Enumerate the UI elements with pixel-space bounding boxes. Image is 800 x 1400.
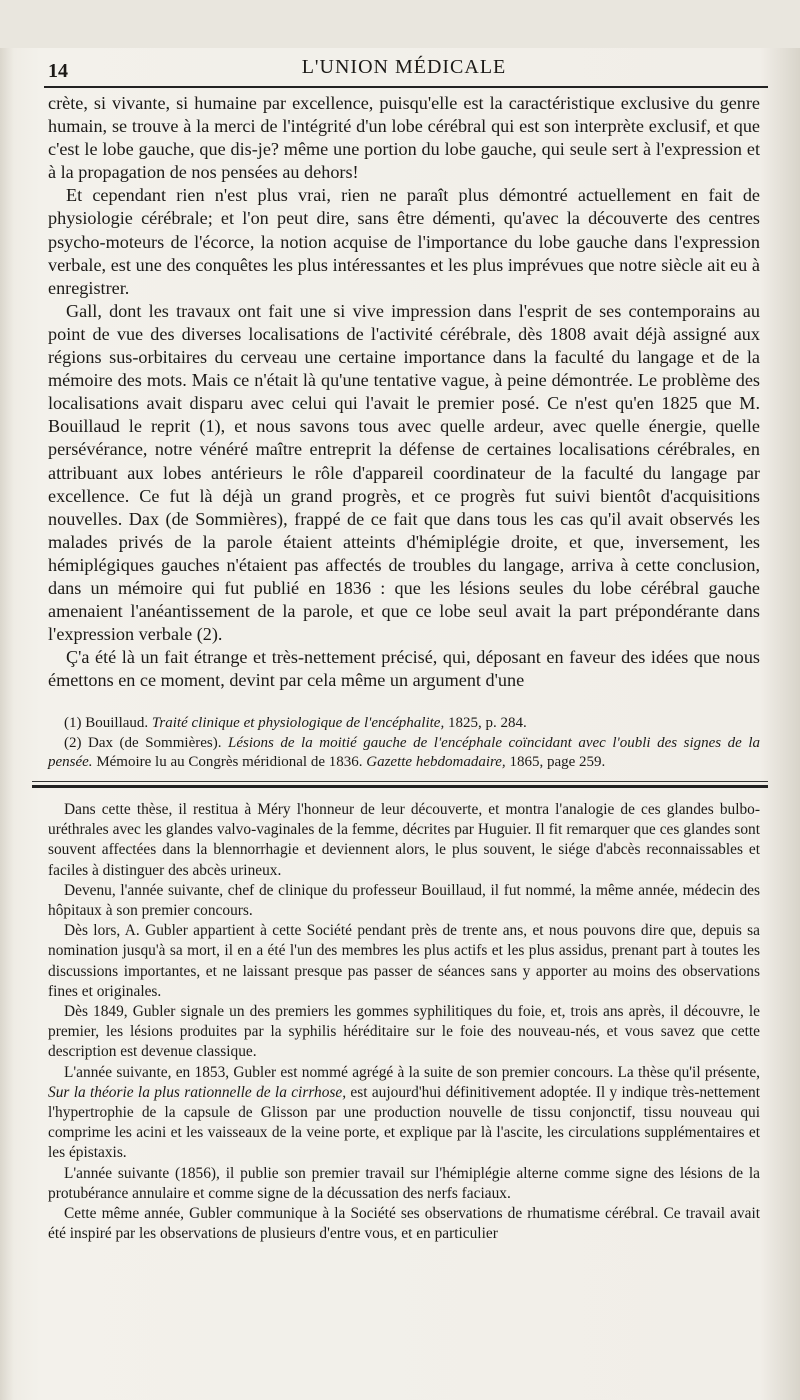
footnote-marker: (1) Bouillaud.: [64, 715, 152, 732]
article-paragraph: Et cependant rien n'est plus vrai, rien ne paraît plus démontré actuellement en fait de physiologie cérébrale; et l'on peut dire, sans être démenti, qu'avec la découverte des centres psycho-moteurs de l'écorce, la notion acquise de l'importance du lobe gauche dans l'expression verbale, est une des conquêtes les plus intéressantes et les plus imprévues que notre siècle ait eu à enregistrer.: [48, 185, 760, 298]
header-rule: [44, 86, 768, 88]
newspaper-page: [0, 48, 800, 1400]
paragraph-text: L'année suivante, en 1853, Gubler est nommé agrégé à la suite de son premier concours. La thèse qu'il présente,: [64, 1063, 760, 1081]
page-number: 14: [48, 60, 68, 82]
main-article: [48, 92, 760, 692]
feuilleton-paragraph: Cette même année, Gubler communique à la Société ses observations de rhumatisme cérébral. Ce travail avait été inspiré par les observations de plusieurs d'entre vous, et en particulier: [48, 1205, 760, 1243]
feuilleton-paragraph: Dans cette thèse, il restitua à Méry l'honneur de leur découverte, et montra l'analogie de ces glandes bulbo-uréthrales avec les glandes valvo-vaginales de la femme, décrites par Huguier. Il fit remarquer que ces glandes sont souvent affectées dans la blennorrhagie et deviennent alors, le plus souvent, le siége d'abcès reconnaissables et faciles à distinguer des abcès urineux.: [48, 800, 760, 879]
footnote-tail: 1865, page 259.: [505, 754, 606, 771]
feuilleton-divider: [32, 781, 768, 788]
page-header: [48, 48, 760, 92]
paragraph-text: est aujourd'hui définitivement adoptée. Il y indique très-nettement l'hypertrophie de la capsule de Glisson par une production nouvelle de tissu conjonctif, tissu nouveau qui comprime les acini et les vaisseaux de la veine porte, et explique par là l'ascite, les circulations supplémentaires et les épistaxis.: [48, 1083, 760, 1162]
thesis-title: Sur la théorie la plus rationnelle de la cirrhose,: [48, 1083, 347, 1101]
footnote-marker: (2) Dax (de Sommières).: [64, 734, 228, 751]
footnote-rest: 1825, p. 284.: [444, 715, 527, 732]
feuilleton-section: [48, 800, 760, 1244]
feuilleton-paragraph: Dès 1849, Gubler signale un des premiers les gommes syphilitiques du foie, et, trois ans après, il découvre, le premier, les lésions produites par la syphilis héréditaire sur le foie des nouveau-nés, et vous savez que cette description est devenue classique.: [48, 1002, 760, 1061]
footnote-rest: Mémoire lu au Congrès méridional de 1836.: [92, 754, 367, 771]
running-title: L'UNION MÉDICALE: [301, 56, 507, 78]
footnote-journal: Gazette hebdomadaire,: [366, 754, 506, 771]
article-paragraph: crète, si vivante, si humaine par excellence, puisqu'elle est la caractéristique exclusive du genre humain, se trouve à la merci de l'intégrité d'un lobe cérébral qui est son interprète exclusif, et que c'est le lobe gauche, que dis-je? même une portion du lobe gauche, qui seule sert à l'expression et à la propagation de nos pensées au dehors!: [48, 93, 760, 183]
footnote-1: [48, 714, 760, 734]
article-paragraph: Ç'a été là un fait étrange et très-nettement précisé, qui, déposant en faveur des idées que nous émettons en ce moment, devint par cela même un argument d'une: [48, 647, 760, 691]
footnotes: [48, 714, 760, 773]
feuilleton-paragraph: Devenu, l'année suivante, chef de clinique du professeur Bouillaud, il fut nommé, la même année, médecin des hôpitaux à son premier concours.: [48, 881, 760, 919]
feuilleton-paragraph: Dès lors, A. Gubler appartient à cette Société pendant près de trente ans, et nous pouvons dire que, depuis sa nomination jusqu'à sa mort, il en a été l'un des membres les plus actifs et les plus assidus, prenant part à toutes les discussions importantes, et ne laissant presque pas passer de séances sans y apporter au moins des observations fines et originales.: [48, 922, 760, 1000]
footnote-title: Traité clinique et physiologique de l'encéphalite,: [151, 715, 445, 732]
footnote-title: Lésions de la moitié gauche de l'encéphale coïncidant avec l'oubli des signes de la pensée.: [48, 734, 760, 771]
feuilleton-paragraph: [48, 1063, 760, 1164]
article-paragraph: Gall, dont les travaux ont fait une si vive impression dans l'esprit de ses contemporains au point de vue des diverses localisations de l'activité cérébrale, dès 1808 avait déjà assigné aux régions sus-orbitaires du cerveau une certaine importance dans la faculté du langage et de la mémoire des mots. Mais ce n'était là qu'une tentative vague, à peine démontrée. Le problème des localisations avait disparu avec celui qui l'avait le premier posé. Ce n'est qu'en 1825 que M. Bouillaud le reprit (1), et nous savons tous avec quelle ardeur, avec quelle énergie, quelle persévérance, notre vénéré maître entreprit la défense de certaines localisations cérébrales, en attribuant aux lobes antérieurs le rôle d'appareil coordinateur de la faculté du langage par excellence. Ce fut là déjà un grand progrès, et ce progrès fut suivi bientôt d'acquisitions nouvelles. Dax (de Sommières), frappé de ce fait que dans tous les cas qu'il avait observés les malades privés de la parole étaient atteints d'hémiplégie droite, et que, inversement, les hémiplégiques gauches n'étaient pas affectés de troubles du langage, arriva à cette conclusion, dans un mémoire qui fut publié en 1836 : que les lésions seules du lobe cérébral gauche amenaient l'anéantissement de la parole, et que ce lobe seul avait la part prépondérante dans l'expression verbale (2).: [48, 300, 760, 645]
footnote-separator: [48, 692, 760, 714]
footnote-2: [48, 734, 760, 773]
feuilleton-paragraph: L'année suivante (1856), il publie son premier travail sur l'hémiplégie alterne comme signe des lésions de la protubérance annulaire et comme signe de la décussation des nerfs faciaux.: [48, 1164, 760, 1202]
